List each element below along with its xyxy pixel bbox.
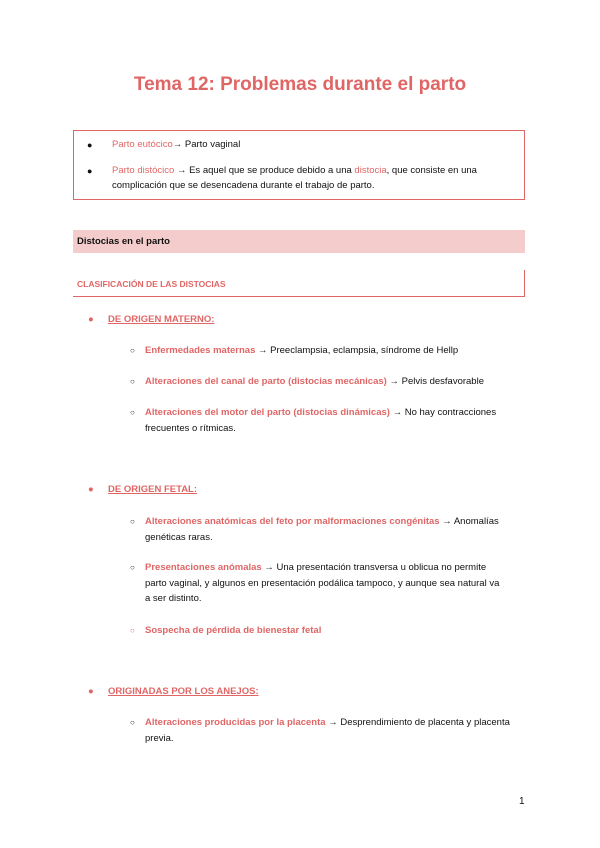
- group-label: ORIGINADAS POR LOS ANEJOS:: [108, 686, 259, 697]
- item-text: → Una presentación transversa u oblicua no permite: [261, 562, 487, 573]
- item-text: → Pelvis desfavorable: [386, 376, 484, 387]
- item-text-line2: genéticas raras.: [145, 531, 213, 543]
- circle-bullet-icon: ○: [130, 626, 135, 635]
- item-text-line2: parto vaginal, y algunos en presentación podálica tampoco, y aunque sea natural va: [145, 577, 500, 589]
- definition-text: , que consiste en una: [386, 165, 477, 176]
- definition-text: Es aquel que se produce debido a una: [186, 165, 355, 176]
- item-term: Presentaciones anómalas: [145, 562, 262, 573]
- item-text-line2: frecuentes o rítmicas.: [145, 422, 236, 434]
- definition-text: Parto vaginal: [182, 139, 241, 150]
- page-number: 1: [519, 796, 525, 807]
- bullet-icon: ●: [87, 166, 93, 176]
- item-text: → No hay contracciones: [389, 407, 497, 418]
- item-term: Alteraciones anatómicas del feto por malformaciones congénitas: [145, 516, 440, 527]
- definition-eutocico: [112, 137, 240, 152]
- group-heading-fetal: [88, 484, 197, 495]
- term-parto-eutocico: Parto eutócico: [112, 139, 173, 150]
- term-parto-distocico: Parto distócico: [112, 165, 175, 176]
- item-text: → Desprendimiento de placenta y placenta: [325, 717, 510, 728]
- subsection-heading: CLASIFICACIÓN DE LAS DISTOCIAS: [73, 270, 525, 297]
- bullet-icon: ●: [88, 686, 94, 697]
- group-label: DE ORIGEN FETAL:: [108, 484, 198, 495]
- item-text: → Anomalías: [439, 516, 499, 527]
- page-title: Tema 12: Problemas durante el parto: [133, 74, 467, 95]
- group-label: DE ORIGEN MATERNO:: [108, 314, 215, 325]
- group-heading-anejos: [88, 686, 259, 697]
- item-term: Alteraciones del motor del parto (distocias dinámicas): [145, 407, 390, 418]
- item-text-line3: a ser distinto.: [145, 593, 202, 604]
- circle-bullet-icon: ○: [130, 517, 135, 526]
- circle-bullet-icon: ○: [130, 718, 135, 727]
- bullet-icon: ●: [87, 140, 93, 150]
- circle-bullet-icon: ○: [130, 563, 135, 572]
- item-text-line2: previa.: [145, 732, 174, 744]
- circle-bullet-icon: ○: [130, 408, 135, 417]
- group-heading-materno: [88, 314, 214, 325]
- bullet-icon: ●: [88, 484, 94, 495]
- circle-bullet-icon: ○: [130, 377, 135, 386]
- definition-distocico: [112, 163, 512, 193]
- arrow: →: [174, 165, 187, 176]
- item-term: Sospecha de pérdida de bienestar fetal: [145, 625, 322, 636]
- section-heading: Distocias en el parto: [73, 230, 525, 253]
- item-text: → Preeclampsia, eclampsia, síndrome de Hellp: [255, 345, 459, 356]
- term-distocia: distocia: [354, 165, 387, 176]
- bullet-icon: ●: [88, 314, 94, 325]
- arrow: →: [172, 139, 183, 150]
- definition-text-line2: complicación que se desencadena durante el trabajo de parto.: [112, 180, 375, 191]
- circle-bullet-icon: ○: [130, 346, 135, 355]
- item-term: Alteraciones del canal de parto (distocias mecánicas): [145, 376, 387, 387]
- item-term: Enfermedades maternas: [145, 345, 256, 356]
- item-term: Alteraciones producidas por la placenta: [145, 717, 326, 728]
